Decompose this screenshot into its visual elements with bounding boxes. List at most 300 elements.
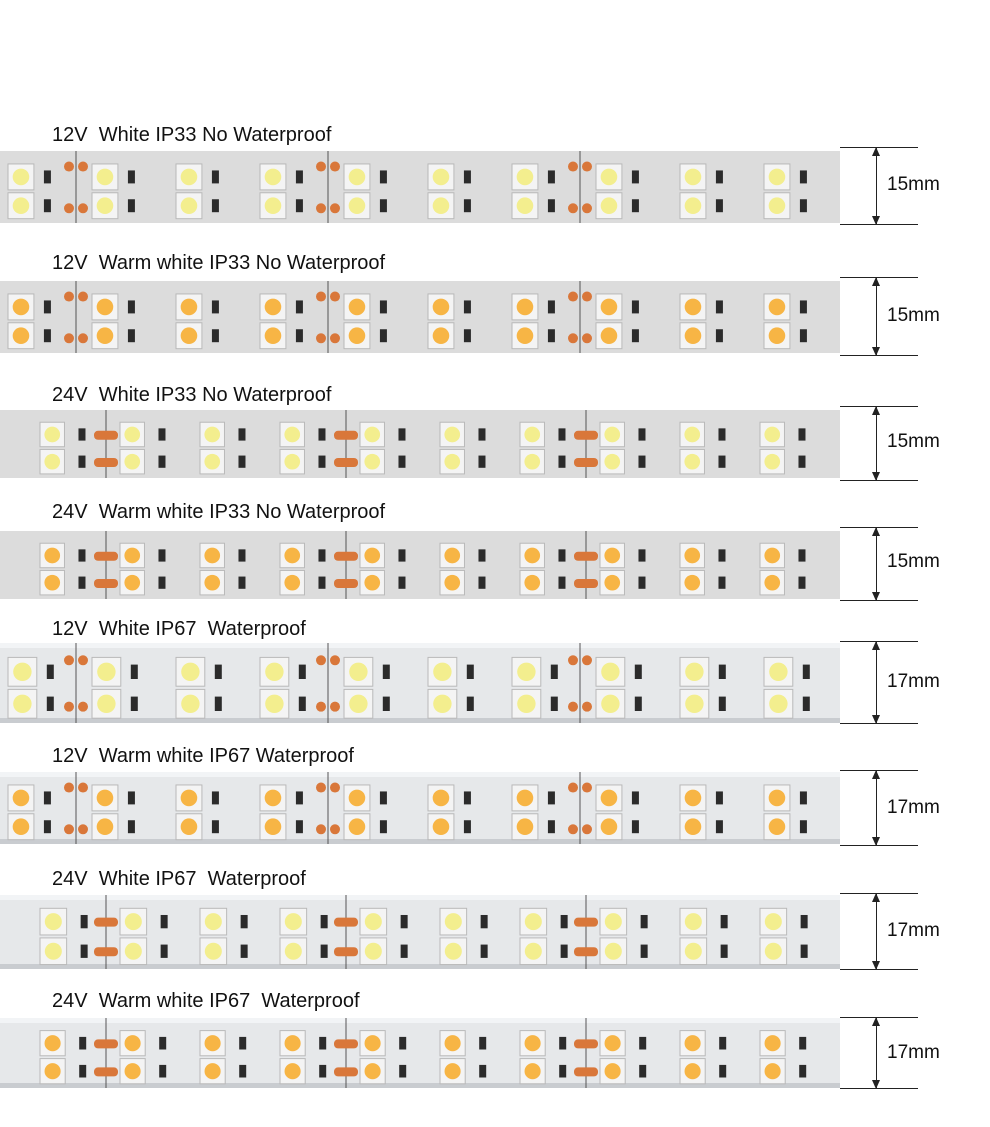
led-emitter	[769, 790, 786, 807]
dimension-arrow-icon	[876, 893, 877, 970]
led-emitter	[45, 943, 62, 960]
resistor	[159, 1037, 166, 1050]
resistor	[44, 170, 51, 183]
copper-pad	[574, 1067, 598, 1076]
resistor	[321, 915, 328, 928]
led-emitter	[44, 548, 60, 564]
resistor	[479, 1065, 486, 1078]
led-emitter	[181, 299, 198, 316]
led-emitter	[685, 913, 702, 930]
resistor	[481, 915, 488, 928]
led-emitter	[433, 695, 451, 713]
led-emitter	[124, 427, 140, 443]
resistor	[158, 577, 165, 589]
copper-pad	[330, 824, 340, 834]
led-emitter	[349, 299, 366, 316]
resistor	[558, 577, 565, 589]
led-strip-image	[0, 1016, 840, 1090]
led-emitter	[285, 1063, 301, 1079]
resistor	[44, 300, 51, 313]
dimension-arrow-icon	[876, 147, 877, 225]
led-emitter	[204, 548, 220, 564]
resistor	[318, 428, 325, 440]
resistor	[238, 549, 245, 561]
copper-pad	[334, 431, 358, 440]
led-emitter	[97, 327, 114, 344]
resistor	[128, 170, 135, 183]
resistor	[318, 549, 325, 561]
resistor	[638, 549, 645, 561]
copper-pad	[78, 702, 88, 712]
resistor	[464, 329, 471, 342]
width-dimension	[840, 893, 940, 970]
led-emitter	[364, 548, 380, 564]
led-emitter	[97, 818, 114, 835]
resistor	[638, 456, 645, 468]
copper-pad	[94, 458, 118, 467]
led-emitter	[284, 454, 300, 470]
led-emitter	[349, 695, 367, 713]
led-emitter	[285, 1035, 301, 1051]
led-emitter	[517, 663, 535, 681]
resistor	[238, 428, 245, 440]
resistor	[719, 665, 726, 679]
resistor	[641, 945, 648, 958]
led-emitter	[444, 575, 460, 591]
resistor	[801, 915, 808, 928]
resistor	[479, 1037, 486, 1050]
resistor	[548, 820, 555, 833]
led-emitter	[125, 1063, 141, 1079]
led-emitter	[764, 454, 780, 470]
led-emitter	[601, 790, 618, 807]
resistor	[383, 665, 390, 679]
led-emitter	[181, 663, 199, 681]
copper-pad	[64, 333, 74, 343]
silicone-edge-top	[0, 772, 840, 777]
copper-pad	[316, 655, 326, 665]
copper-pad	[574, 458, 598, 467]
resistor	[799, 1065, 806, 1078]
dimension-arrow-icon	[876, 1017, 877, 1089]
copper-pad	[330, 162, 340, 172]
led-emitter	[204, 454, 220, 470]
copper-pad	[78, 824, 88, 834]
copper-pad	[582, 655, 592, 665]
resistor	[398, 428, 405, 440]
width-value: 17mm	[887, 797, 940, 818]
resistor	[464, 791, 471, 804]
resistor	[548, 300, 555, 313]
resistor	[478, 428, 485, 440]
silicone-edge-top	[0, 1018, 840, 1023]
resistor	[638, 577, 645, 589]
resistor	[47, 697, 54, 711]
led-emitter	[444, 454, 460, 470]
led-emitter	[13, 663, 31, 681]
resistor	[128, 791, 135, 804]
dimension-arrow-icon	[876, 641, 877, 724]
resistor	[79, 1065, 86, 1078]
resistor	[635, 665, 642, 679]
copper-pad	[330, 333, 340, 343]
resistor	[719, 1037, 726, 1050]
led-emitter	[265, 327, 282, 344]
resistor	[78, 428, 85, 440]
copper-pad	[78, 655, 88, 665]
width-value: 17mm	[887, 920, 940, 941]
led-strip-image	[0, 893, 840, 971]
led-emitter	[601, 695, 619, 713]
led-emitter	[125, 1035, 141, 1051]
resistor	[719, 1065, 726, 1078]
led-emitter	[45, 1035, 61, 1051]
copper-pad	[574, 1039, 598, 1048]
resistor	[803, 697, 810, 711]
resistor	[632, 300, 639, 313]
led-strip-image	[0, 641, 840, 725]
copper-pad	[330, 702, 340, 712]
resistor	[78, 456, 85, 468]
led-emitter	[181, 197, 198, 214]
dimension-bottom-line	[840, 224, 918, 225]
resistor	[478, 549, 485, 561]
led-emitter	[45, 1063, 61, 1079]
resistor	[399, 1065, 406, 1078]
width-value: 17mm	[887, 1042, 940, 1063]
led-emitter	[517, 169, 534, 186]
resistor	[467, 665, 474, 679]
strip-label: 24V White IP33 No Waterproof	[52, 384, 332, 406]
resistor	[632, 791, 639, 804]
resistor	[721, 915, 728, 928]
resistor	[800, 300, 807, 313]
resistor	[296, 791, 303, 804]
led-emitter	[604, 548, 620, 564]
led-emitter	[601, 299, 618, 316]
resistor	[383, 697, 390, 711]
resistor	[559, 1065, 566, 1078]
resistor	[638, 428, 645, 440]
copper-pad	[78, 333, 88, 343]
resistor	[632, 820, 639, 833]
led-emitter	[44, 575, 60, 591]
resistor	[319, 1037, 326, 1050]
led-emitter	[265, 663, 283, 681]
led-emitter	[604, 454, 620, 470]
led-emitter	[181, 790, 198, 807]
resistor	[401, 915, 408, 928]
led-emitter	[769, 818, 786, 835]
led-emitter	[365, 1063, 381, 1079]
copper-pad	[78, 203, 88, 213]
led-emitter	[433, 818, 450, 835]
resistor	[716, 791, 723, 804]
led-emitter	[265, 790, 282, 807]
copper-pad	[316, 702, 326, 712]
copper-pad	[78, 162, 88, 172]
resistor	[212, 300, 219, 313]
led-emitter	[13, 818, 30, 835]
width-dimension	[840, 277, 940, 356]
led-emitter	[524, 548, 540, 564]
resistor	[128, 820, 135, 833]
led-emitter	[204, 575, 220, 591]
copper-pad	[94, 918, 118, 927]
led-emitter	[364, 454, 380, 470]
resistor	[318, 456, 325, 468]
resistor	[131, 697, 138, 711]
resistor	[398, 456, 405, 468]
resistor	[561, 915, 568, 928]
resistor	[81, 915, 88, 928]
resistor	[212, 170, 219, 183]
led-emitter	[97, 695, 115, 713]
led-emitter	[265, 818, 282, 835]
resistor	[380, 329, 387, 342]
led-emitter	[685, 327, 702, 344]
resistor	[128, 300, 135, 313]
led-emitter	[445, 913, 462, 930]
led-emitter	[765, 913, 782, 930]
led-emitter	[181, 169, 198, 186]
resistor	[241, 915, 248, 928]
dimension-arrow-icon	[876, 770, 877, 846]
led-emitter	[124, 454, 140, 470]
copper-pad	[582, 292, 592, 302]
resistor	[551, 665, 558, 679]
resistor	[239, 1037, 246, 1050]
width-value: 15mm	[887, 551, 940, 572]
led-emitter	[445, 1035, 461, 1051]
dimension-arrow-icon	[876, 527, 877, 601]
resistor	[161, 915, 168, 928]
led-strip-image	[0, 527, 840, 603]
led-emitter	[445, 1063, 461, 1079]
strip-label: 12V White IP67 Waterproof	[52, 618, 306, 640]
led-emitter	[764, 427, 780, 443]
copper-pad	[316, 203, 326, 213]
led-emitter	[44, 454, 60, 470]
resistor	[299, 665, 306, 679]
resistor	[212, 820, 219, 833]
resistor	[215, 665, 222, 679]
copper-pad	[568, 824, 578, 834]
led-emitter	[769, 169, 786, 186]
resistor	[718, 577, 725, 589]
resistor	[44, 199, 51, 212]
resistor	[548, 170, 555, 183]
led-emitter	[349, 169, 366, 186]
led-emitter	[433, 327, 450, 344]
copper-pad	[330, 203, 340, 213]
strip-label: 12V Warm white IP33 No Waterproof	[52, 252, 386, 274]
resistor	[800, 170, 807, 183]
resistor	[716, 820, 723, 833]
led-emitter	[684, 427, 700, 443]
copper-pad	[582, 702, 592, 712]
resistor	[641, 915, 648, 928]
copper-pad	[316, 824, 326, 834]
led-emitter	[124, 548, 140, 564]
led-emitter	[265, 299, 282, 316]
copper-pad	[330, 783, 340, 793]
copper-pad	[316, 292, 326, 302]
led-emitter	[524, 454, 540, 470]
resistor	[318, 577, 325, 589]
resistor	[399, 1037, 406, 1050]
copper-pad	[78, 783, 88, 793]
dimension-arrow-icon	[876, 277, 877, 356]
copper-pad	[574, 947, 598, 956]
led-emitter	[365, 913, 382, 930]
copper-pad	[64, 824, 74, 834]
copper-pad	[568, 162, 578, 172]
led-strip-image	[0, 770, 840, 846]
dimension-bottom-line	[840, 1088, 918, 1089]
copper-pad	[568, 333, 578, 343]
resistor	[158, 549, 165, 561]
led-emitter	[684, 454, 700, 470]
width-dimension	[840, 527, 940, 601]
copper-pad	[94, 1039, 118, 1048]
led-emitter	[525, 913, 542, 930]
resistor	[380, 791, 387, 804]
copper-pad	[568, 783, 578, 793]
resistor	[464, 820, 471, 833]
resistor	[78, 577, 85, 589]
copper-pad	[78, 292, 88, 302]
resistor	[798, 549, 805, 561]
led-emitter	[524, 575, 540, 591]
led-emitter	[525, 1063, 541, 1079]
resistor	[380, 170, 387, 183]
resistor	[212, 199, 219, 212]
copper-pad	[316, 783, 326, 793]
led-emitter	[45, 913, 62, 930]
led-emitter	[13, 197, 30, 214]
led-emitter	[604, 427, 620, 443]
led-emitter	[205, 913, 222, 930]
led-emitter	[605, 1035, 621, 1051]
led-emitter	[685, 1063, 701, 1079]
led-emitter	[605, 913, 622, 930]
led-emitter	[181, 327, 198, 344]
dimension-arrow-icon	[876, 406, 877, 481]
strip-label: 24V Warm white IP67 Waterproof	[52, 990, 360, 1012]
led-emitter	[97, 169, 114, 186]
led-emitter	[44, 427, 60, 443]
resistor	[639, 1037, 646, 1050]
copper-pad	[582, 203, 592, 213]
copper-pad	[94, 431, 118, 440]
copper-pad	[64, 702, 74, 712]
led-strip-image	[0, 277, 840, 357]
led-emitter	[765, 943, 782, 960]
led-emitter	[684, 548, 700, 564]
resistor	[803, 665, 810, 679]
dimension-bottom-line	[840, 969, 918, 970]
resistor	[718, 456, 725, 468]
resistor	[215, 697, 222, 711]
copper-pad	[334, 1039, 358, 1048]
led-emitter	[285, 943, 302, 960]
resistor	[319, 1065, 326, 1078]
led-emitter	[349, 663, 367, 681]
led-emitter	[365, 943, 382, 960]
copper-pad	[334, 1067, 358, 1076]
resistor	[635, 697, 642, 711]
resistor	[128, 329, 135, 342]
led-emitter	[97, 790, 114, 807]
resistor	[721, 945, 728, 958]
led-emitter	[204, 427, 220, 443]
resistor	[241, 945, 248, 958]
resistor	[159, 1065, 166, 1078]
led-emitter	[517, 790, 534, 807]
copper-pad	[330, 655, 340, 665]
led-emitter	[601, 818, 618, 835]
resistor	[464, 199, 471, 212]
resistor	[464, 170, 471, 183]
pcb-board	[0, 281, 840, 353]
resistor	[632, 329, 639, 342]
dimension-bottom-line	[840, 355, 918, 356]
resistor	[398, 549, 405, 561]
led-emitter	[525, 1035, 541, 1051]
led-emitter	[433, 299, 450, 316]
copper-pad	[64, 162, 74, 172]
resistor	[639, 1065, 646, 1078]
led-emitter	[765, 1063, 781, 1079]
resistor	[798, 456, 805, 468]
resistor	[44, 820, 51, 833]
copper-pad	[64, 783, 74, 793]
copper-pad	[94, 579, 118, 588]
resistor	[632, 170, 639, 183]
resistor	[799, 1037, 806, 1050]
led-emitter	[764, 575, 780, 591]
led-emitter	[517, 695, 535, 713]
width-dimension	[840, 147, 940, 225]
led-emitter	[685, 299, 702, 316]
resistor	[296, 820, 303, 833]
led-emitter	[265, 197, 282, 214]
led-emitter	[765, 1035, 781, 1051]
resistor	[559, 1037, 566, 1050]
width-dimension	[840, 770, 940, 846]
led-emitter	[685, 695, 703, 713]
led-emitter	[205, 1035, 221, 1051]
led-emitter	[364, 427, 380, 443]
resistor	[548, 791, 555, 804]
copper-pad	[94, 947, 118, 956]
resistor	[81, 945, 88, 958]
width-value: 17mm	[887, 671, 940, 692]
copper-pad	[568, 292, 578, 302]
resistor	[128, 199, 135, 212]
led-emitter	[13, 695, 31, 713]
led-emitter	[433, 663, 451, 681]
led-emitter	[365, 1035, 381, 1051]
led-emitter	[265, 695, 283, 713]
resistor	[558, 549, 565, 561]
led-emitter	[433, 197, 450, 214]
copper-pad	[582, 783, 592, 793]
resistor	[321, 945, 328, 958]
resistor	[238, 456, 245, 468]
resistor	[158, 428, 165, 440]
